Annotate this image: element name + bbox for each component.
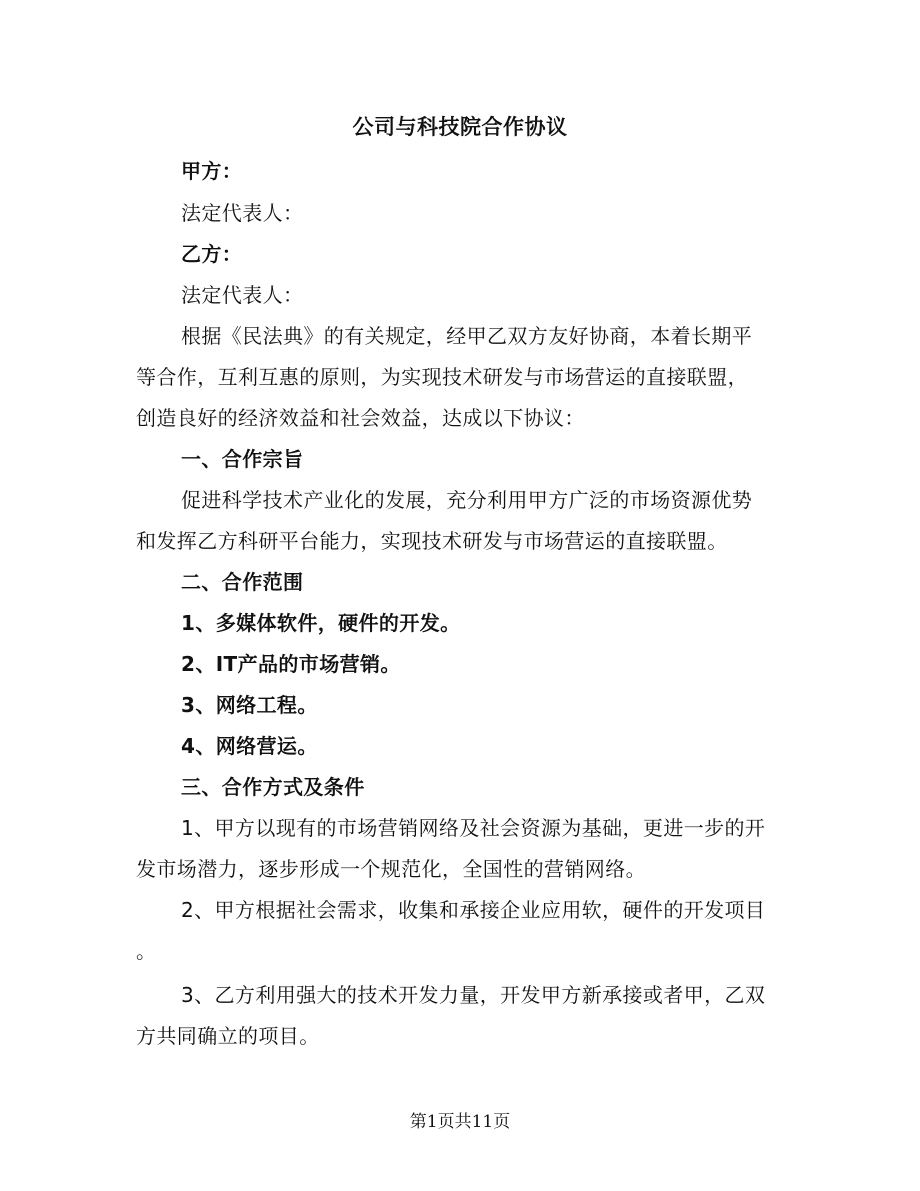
document-title: 公司与科技院合作协议 bbox=[352, 115, 568, 139]
party-b-representative: 法定代表人： bbox=[181, 283, 304, 307]
preamble-line: 等合作，互利互惠的原则，为实现技术研发与市场营运的直接联盟， bbox=[136, 365, 748, 389]
scope-item: 1、多媒体软件，硬件的开发。 bbox=[181, 611, 461, 635]
section-heading-terms: 三、合作方式及条件 bbox=[181, 775, 365, 799]
scope-item: 2、IT产品的市场营销。 bbox=[181, 652, 401, 676]
scope-item: 3、网络工程。 bbox=[181, 693, 318, 717]
preamble-line: 根据《民法典》的有关规定，经甲乙双方友好协商，本着长期平 bbox=[181, 324, 753, 348]
terms-clause-line: 2、甲方根据社会需求，收集和承接企业应用软，硬件的开发项目 bbox=[181, 898, 766, 922]
page-indicator: 第1页共11页 bbox=[409, 1112, 511, 1132]
preamble-line: 创造良好的经济效益和社会效益，达成以下协议： bbox=[136, 406, 585, 430]
section-purpose-line: 促进科学技术产业化的发展，充分利用甲方广泛的市场资源优势 bbox=[181, 488, 753, 512]
scope-item: 4、网络营运。 bbox=[181, 734, 318, 758]
terms-clause-line: 3、乙方利用强大的技术开发力量，开发甲方新承接或者甲，乙双 bbox=[181, 983, 766, 1007]
party-a-representative: 法定代表人： bbox=[181, 201, 304, 225]
section-purpose-line: 和发挥乙方科研平台能力，实现技术研发与市场营运的直接联盟。 bbox=[136, 529, 728, 553]
terms-clause-line: 发市场潜力，逐步形成一个规范化，全国性的营销网络。 bbox=[136, 857, 646, 881]
terms-clause-line: 1、甲方以现有的市场营销网络及社会资源为基础，更进一步的开 bbox=[181, 816, 766, 840]
section-heading-scope: 二、合作范围 bbox=[181, 570, 304, 594]
party-b-label: 乙方： bbox=[181, 242, 243, 266]
section-heading-purpose: 一、合作宗旨 bbox=[181, 447, 304, 471]
terms-clause-line: 。 bbox=[136, 939, 157, 963]
party-a-label: 甲方： bbox=[181, 159, 243, 183]
terms-clause-line: 方共同确立的项目。 bbox=[136, 1024, 320, 1048]
